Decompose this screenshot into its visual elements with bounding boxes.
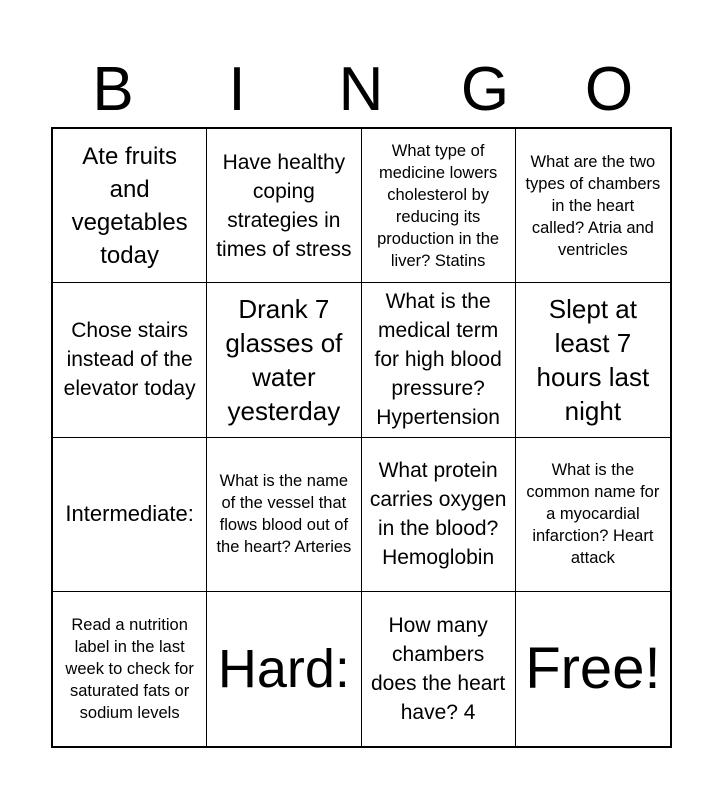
cell-text: Chose stairs instead of the elevator today	[63, 319, 196, 401]
cell-text: What are the two types of chambers in the heart called? Atria and ventricles	[525, 152, 661, 259]
cell-text: What is the common name for a myocardial infarction? Heart attack	[526, 461, 660, 568]
bingo-cell[interactable]	[53, 283, 207, 437]
cell-text: Slept at least 7 hours last night	[536, 293, 650, 426]
cell-text: How many chambers does the heart have? 4	[370, 613, 506, 724]
cell-text: What type of medicine lowers cholesterol by reducing its production in the liver? Statins	[377, 141, 500, 270]
cell-text: Free!	[525, 635, 661, 701]
bingo-board	[51, 127, 672, 748]
cell-text: Hard:	[217, 638, 350, 699]
cell-text: Read a nutrition label in the last week to check for saturated fats or sodium levels	[65, 615, 194, 722]
header-letter-n: N	[338, 55, 384, 124]
bingo-cell[interactable]	[516, 283, 670, 437]
cell-text: What protein carries oxygen in the blood? Hemoglobin	[369, 459, 507, 570]
cell-text: Ate fruits and vegetables today	[71, 142, 188, 269]
header-letter-g: G	[460, 55, 510, 124]
cell-text: What is the name of the vessel that flows blood out of the heart? Arteries	[216, 472, 352, 557]
bingo-header	[51, 52, 671, 128]
cell-text: Intermediate:	[65, 501, 194, 527]
bingo-cell[interactable]	[53, 129, 207, 283]
bingo-cell[interactable]	[207, 283, 361, 437]
bingo-cell[interactable]	[53, 438, 207, 592]
bingo-cell[interactable]	[516, 592, 670, 746]
header-letter-o: O	[584, 55, 634, 124]
cell-text: Drank 7 glasses of water yesterday	[225, 293, 343, 426]
bingo-cell[interactable]	[53, 592, 207, 746]
bingo-cell[interactable]	[207, 592, 361, 746]
cell-text: What is the medical term for high blood pressure? Hypertension	[374, 290, 502, 430]
bingo-cell[interactable]	[516, 438, 670, 592]
bingo-cell[interactable]	[362, 592, 516, 746]
bingo-cell[interactable]	[207, 438, 361, 592]
bingo-cell[interactable]	[362, 283, 516, 437]
bingo-cell[interactable]	[516, 129, 670, 283]
bingo-cell[interactable]	[362, 438, 516, 592]
bingo-cell[interactable]	[207, 129, 361, 283]
bingo-cell[interactable]	[362, 129, 516, 283]
header-letter-i: I	[228, 55, 246, 124]
header-letter-b: B	[92, 55, 134, 124]
cell-text: Have healthy coping strategies in times of stress	[216, 150, 352, 261]
